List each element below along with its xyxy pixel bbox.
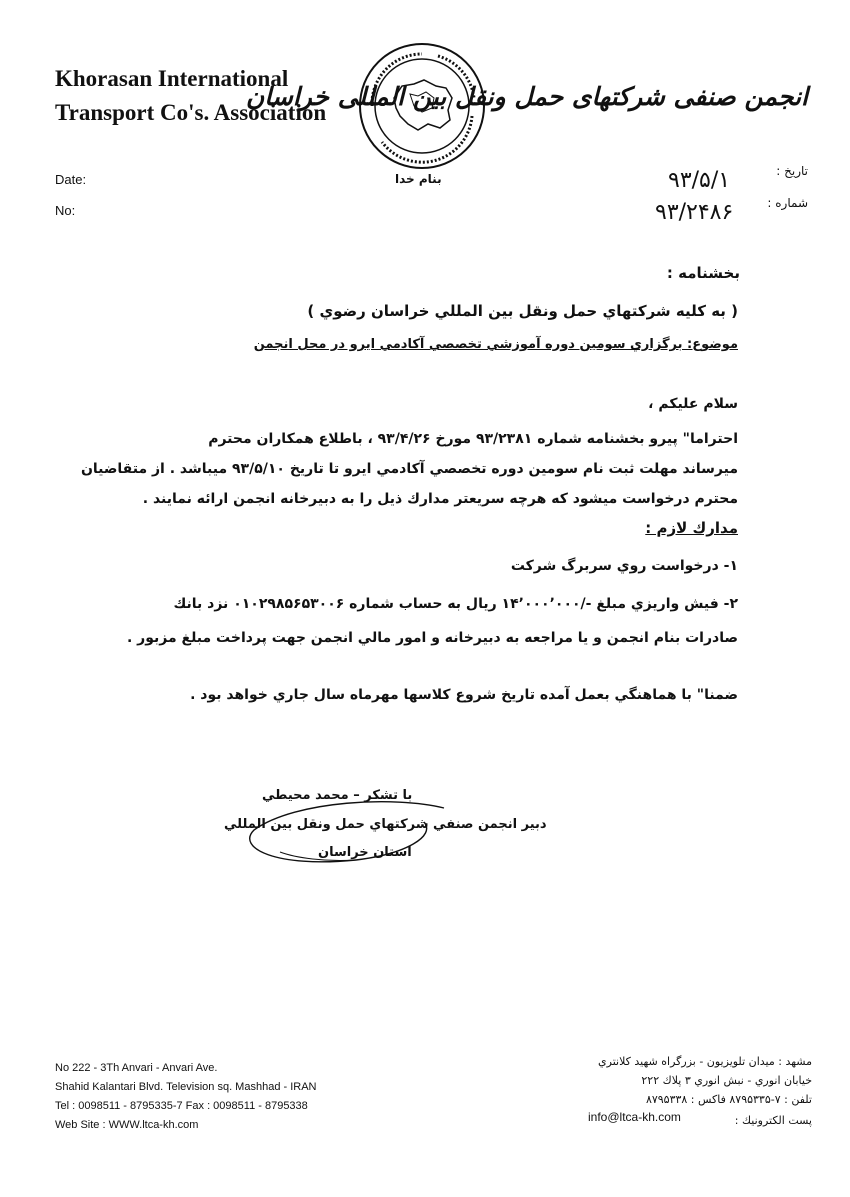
handwritten-signature (236, 790, 456, 880)
signature-stroke-icon (236, 790, 456, 880)
signature-thanks: با تشكر – محمد محيطي (262, 788, 413, 803)
org-name-en-line1: Khorasan International (55, 66, 289, 91)
subject-line: موضوع: برگزاري سومين دوره آموزشي تخصصي آكادمي ايرو در محل انجمن (253, 337, 738, 352)
recipient-line: ( به كليه شركتهاي حمل ونقل بين المللي خراسان رضوي ) (307, 302, 738, 320)
greeting: سلام عليكم ، (648, 396, 738, 412)
note-line: ضمنا" با هماهنگي بعمل آمده تاريخ شروع كلاسها مهرماه سال جاري خواهد بود . (190, 687, 738, 703)
footer-fa-address-line-2: خيابان انوري - نبش انوري ۳ پلاك ۲۲۲ (641, 1074, 812, 1087)
required-doc-item-2-line-2: صادرات بنام انجمن و يا مراجعه به دبيرخانه و امور مالي انجمن جهت پرداخت مبلغ مزبور . (126, 630, 738, 646)
number-label-en: No: (55, 203, 76, 218)
footer-address-line-2: Shahid Kalantari Blvd. Television sq. Mashhad - IRAN (55, 1081, 317, 1093)
org-name-en-line2: Transport Co's. Association (55, 100, 327, 125)
footer-email: info@ltca-kh.com (588, 1110, 681, 1124)
paragraph-line-2: ميرساند مهلت ثبت نام سومين دوره تخصصي آكادمي ايرو تا تاريخ ۹۳/۵/۱۰ ميباشد . از متقاضيان (80, 461, 738, 477)
required-docs-heading: مدارك لازم : (645, 519, 738, 537)
footer-fa-address-line-1: مشهد : ميدان تلويزيون - بزرگراه شهيد كلانتري (598, 1055, 812, 1068)
number-value: ۹۳/۲۴۸۶ (655, 200, 734, 225)
footer-website: Web Site : WWW.ltca-kh.com (55, 1119, 199, 1131)
signature-province: استان خراسان (318, 845, 412, 860)
org-name-fa: انجمن صنفی شرکتهای حمل ونقل بین المللی خراسان (245, 82, 808, 111)
number-label-fa: شماره : (767, 196, 808, 210)
footer-phone-fax: Tel : 0098511 - 8795335-7 Fax : 0098511 - 8795338 (55, 1100, 308, 1112)
date-label-en: Date: (55, 172, 87, 187)
footer-fa-phone-fax: تلفن : ۷-۸۷۹۵۳۳۵ فاكس : ۸۷۹۵۳۳۸ (645, 1093, 812, 1106)
paragraph-line-3: محترم درخواست ميشود كه هرچه سريعتر مدارك ذيل را به دبيرخانه انجمن ارائه نمايند . (142, 491, 738, 507)
date-value: ۹۳/۵/۱ (668, 168, 731, 193)
footer-fa-email-label: پست الكترونيك : (734, 1114, 812, 1127)
date-label-fa: تاریخ : (776, 164, 808, 178)
required-doc-item-1: ۱- درخواست روي سربرگ شركت (510, 558, 738, 574)
paragraph-line-1: احتراما" پيرو بخشنامه شماره ۹۳/۲۳۸۱ مورخ ۹۳/۴/۲۶ ، باطلاع همكاران محترم (208, 431, 738, 447)
footer-address-line-1: No 222 - 3Th Anvari - Anvari Ave. (55, 1062, 218, 1074)
signature-title: دبير انجمن صنفي شركتهاي حمل ونقل بين المللي (224, 817, 547, 832)
required-doc-item-2-line-1: ۲- فيش واريزي مبلغ -/۱۴٬۰۰۰٬۰۰۰ ريال به حساب شماره ۰۱۰۲۹۸۵۶۵۳۰۰۶ نزد بانك (173, 596, 738, 612)
circular-label: بخشنامه : (666, 264, 740, 282)
basmala: بنام خدا (395, 172, 442, 186)
